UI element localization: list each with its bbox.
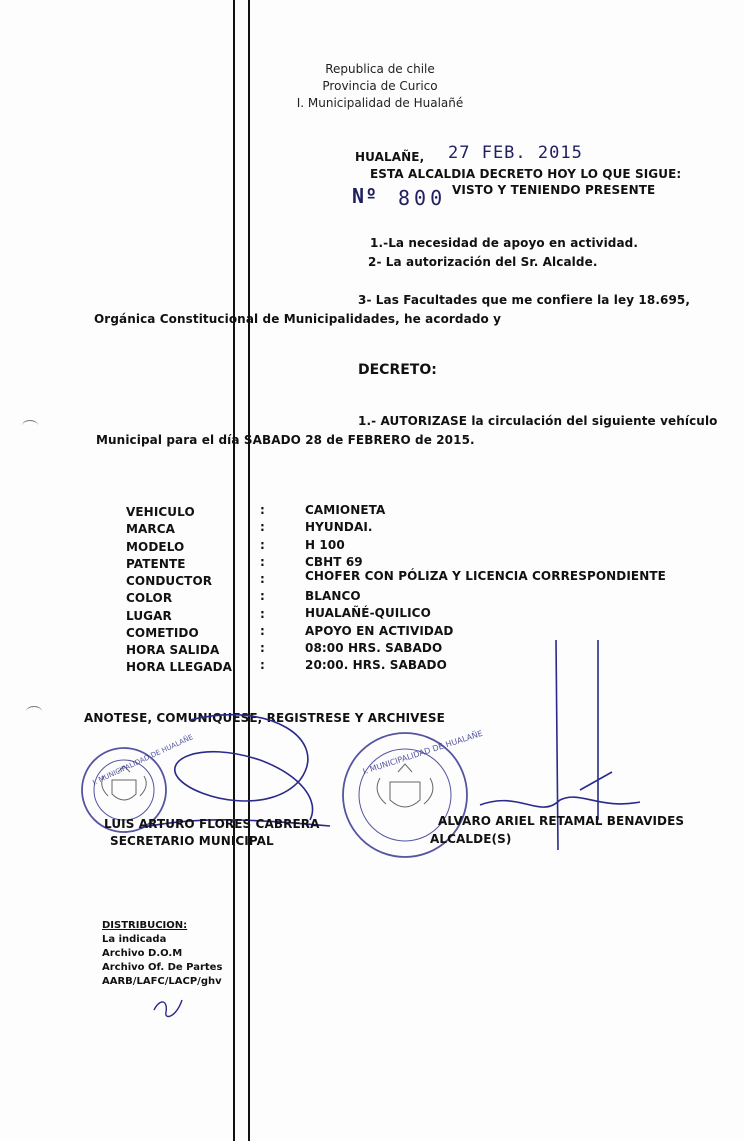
consideration-3-cont: Orgánica Constitucional de Municipalidades, he acordado y [94, 312, 502, 326]
header-line-2: Provincia de Curico [322, 79, 438, 93]
header-line-3: I. Municipalidad de Hualañé [296, 96, 464, 110]
vehicle-sep: : [260, 503, 265, 517]
distribution-item: Archivo D.O.M [102, 948, 183, 959]
vehicle-value: CBHT 69 [305, 555, 363, 569]
left-signer-title: SECRETARIO MUNICIPAL [110, 834, 274, 848]
closing-line: ANOTESE, COMUNIQUESE, REGISTRESE Y ARCHIVESE [84, 711, 445, 725]
left-seal-lettering: I. MUNICIPALIDAD DE HUALAÑE [91, 733, 195, 787]
decree-item-1: 1.- AUTORIZASE la circulación del siguiente vehículo [358, 414, 718, 428]
vehicle-sep: : [260, 555, 265, 569]
vehicle-label: HORA SALIDA [126, 643, 220, 657]
vehicle-value: APOYO EN ACTIVIDAD [305, 624, 454, 638]
date-stamp: 27 FEB. 2015 [448, 143, 583, 163]
vehicle-sep: : [260, 520, 265, 534]
vehicle-label: COMETIDO [126, 626, 199, 640]
header-line-1: Republica de chile [325, 62, 435, 76]
decreto-title: DECRETO: [358, 362, 437, 378]
punch-mark-top [22, 420, 38, 431]
vehicle-value: CAMIONETA [305, 503, 386, 517]
vehicle-label: MARCA [126, 522, 176, 536]
left-signer-name: LUIS ARTURO FLORES CABRERA [104, 817, 320, 831]
vehicle-label: HORA LLEGADA [126, 660, 233, 674]
punch-mark-bottom [26, 706, 42, 717]
vehicle-value: BLANCO [305, 589, 361, 603]
number-label: Nº [352, 184, 379, 208]
vehicle-value: HYUNDAI. [305, 520, 373, 534]
visto-label: VISTO Y TENIENDO PRESENTE [452, 183, 656, 197]
vehicle-sep: : [260, 538, 265, 552]
number-value: 800 [398, 186, 447, 210]
coat-of-arms-icon [377, 764, 433, 807]
vehicle-value: CHOFER CON PÓLIZA Y LICENCIA CORRESPONDIENTE [305, 569, 666, 583]
distribution-item: La indicada [102, 934, 167, 945]
fold-line-right [248, 0, 250, 1141]
distribution-block [102, 920, 222, 987]
distribution-item: AARB/LAFC/LACP/ghv [102, 976, 222, 987]
right-seal-lettering: I. MUNICIPALIDAD DE HUALAÑE [361, 728, 484, 777]
consideration-1: 1.-La necesidad de apoyo en actividad. [370, 236, 639, 250]
right-signer-title: ALCALDE(S) [430, 832, 512, 846]
vehicle-value: 08:00 HRS. SABADO [305, 641, 443, 655]
vehicle-label: COLOR [126, 591, 173, 605]
vehicle-label: LUGAR [126, 609, 172, 623]
vehicle-sep: : [260, 572, 265, 586]
place-label: HUALAÑE, [355, 150, 425, 164]
vehicle-sep: : [260, 658, 265, 672]
consideration-3: 3- Las Facultades que me confiere la ley 18.695, [358, 293, 690, 307]
fold-line-left [233, 0, 235, 1141]
vehicle-label: VEHICULO [126, 505, 195, 519]
vehicle-value: HUALAÑÉ-QUILICO [305, 606, 431, 620]
right-signer-name: ALVARO ARIEL RETAMAL BENAVIDES [438, 814, 685, 828]
vehicle-value: 20:00. HRS. SABADO [305, 658, 447, 672]
vehicle-sep: : [260, 641, 265, 655]
initials-mark [154, 1000, 182, 1016]
vehicle-value: H 100 [305, 538, 345, 552]
vehicle-label: CONDUCTOR [126, 574, 213, 588]
vehicle-sep: : [260, 624, 265, 638]
vehicle-label: PATENTE [126, 557, 186, 571]
intro-line: ESTA ALCALDIA DECRETO HOY LO QUE SIGUE: [370, 167, 682, 181]
distribution-title: DISTRIBUCION: [102, 920, 188, 931]
distribution-item: Archivo Of. De Partes [102, 962, 223, 973]
decree-item-1-cont: Municipal para el día SABADO 28 de FEBRERO de 2015. [96, 433, 475, 447]
left-signature [140, 715, 330, 828]
vehicle-label: MODELO [126, 540, 185, 554]
vehicle-sep: : [260, 607, 265, 621]
vehicle-sep: : [260, 589, 265, 603]
consideration-2: 2- La autorización del Sr. Alcalde. [368, 255, 598, 269]
